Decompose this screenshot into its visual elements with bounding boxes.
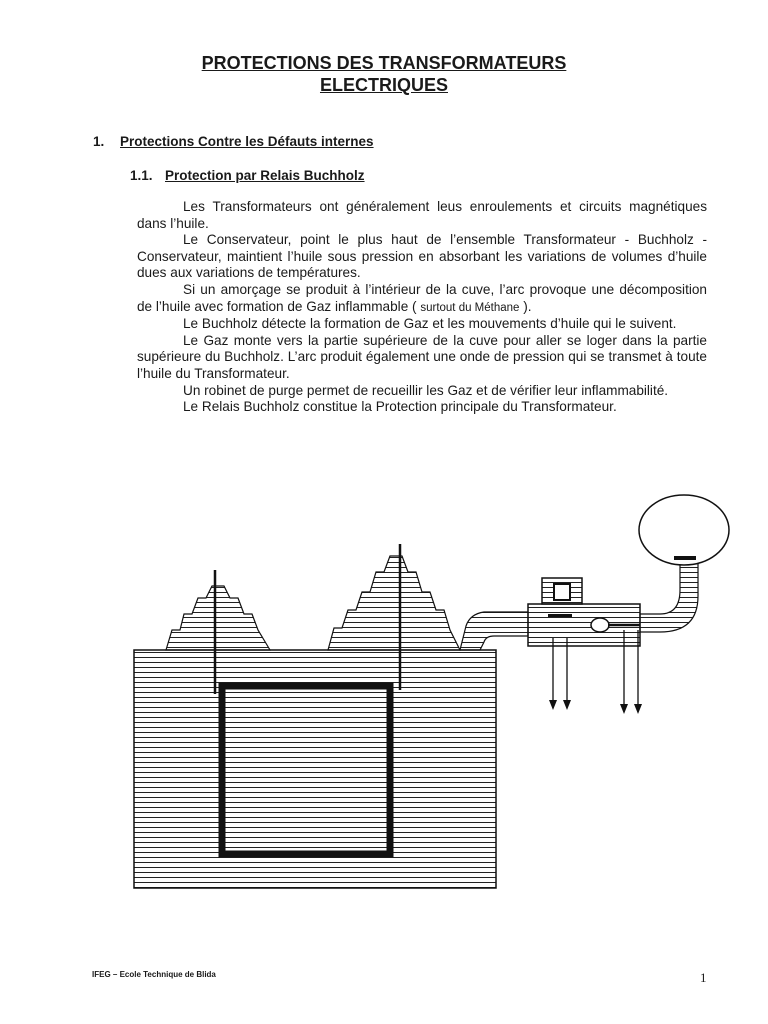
paragraph: Le Gaz monte vers la partie supérieure de la cuve pour aller se loger dans la partie supérieure du Buchholz. L’arc produit également une onde de pression qui se transmet à toute l’huile du Transformateur. <box>137 332 707 381</box>
body-text <box>137 199 707 416</box>
subsection-title: Protection par Relais Buchholz <box>165 168 365 183</box>
paragraph: Le Buchholz détecte la formation de Gaz et les mouvements d’huile qui le suivent. <box>183 316 677 332</box>
conservator-pipe <box>640 560 698 632</box>
conservator <box>639 495 729 565</box>
relay-cap <box>554 584 570 600</box>
paragraph <box>137 282 707 316</box>
alarm-contact-arrows <box>549 638 571 710</box>
right-bushing <box>328 556 460 650</box>
title-line-1: PROTECTIONS DES TRANSFORMATEURS <box>201 53 567 73</box>
section-heading-1 <box>93 134 374 149</box>
paragraph: Le Relais Buchholz constitue la Protection principale du Transformateur. <box>183 399 617 415</box>
paragraph: Les Transformateurs ont généralement leus enroulements et circuits magnétiques dans l’huile. <box>137 199 707 231</box>
page-title <box>0 52 768 96</box>
section-number: 1. <box>93 134 105 149</box>
subsection-number: 1.1. <box>130 168 153 183</box>
title-line-2: ELECTRIQUES <box>319 75 448 95</box>
relay-float <box>591 618 609 632</box>
footer-institution: IFEG – Ecole Technique de Blida <box>92 970 216 979</box>
conservator-oil-level <box>674 556 696 560</box>
buchholz-diagram <box>120 490 740 900</box>
section-title: Protections Contre les Défauts internes <box>120 134 374 149</box>
paragraph-note: surtout du Méthane <box>420 301 520 314</box>
subsection-heading-1-1 <box>130 168 365 183</box>
left-bushing <box>166 586 270 650</box>
paragraph-text: Si un amorçage se produit à l’intérieur de la cuve, l’arc provoque une décomposition de l’huile avec formation de Gaz inflammable ( <box>137 281 707 314</box>
tank-pipe <box>460 612 528 650</box>
page-number: 1 <box>700 970 707 985</box>
paragraph-text-end: ). <box>519 298 532 314</box>
paragraph: Un robinet de purge permet de recueillir les Gaz et de vérifier leur inflammabilité. <box>183 382 669 398</box>
paragraph: Le Conservateur, point le plus haut de l’ensemble Transformateur - Buchholz - Conservateur, maintient l’huile sous pression en absorbant les variations de volumes d’huile dues aux variations de températures. <box>137 232 707 281</box>
relay-contact-bar <box>548 614 572 617</box>
